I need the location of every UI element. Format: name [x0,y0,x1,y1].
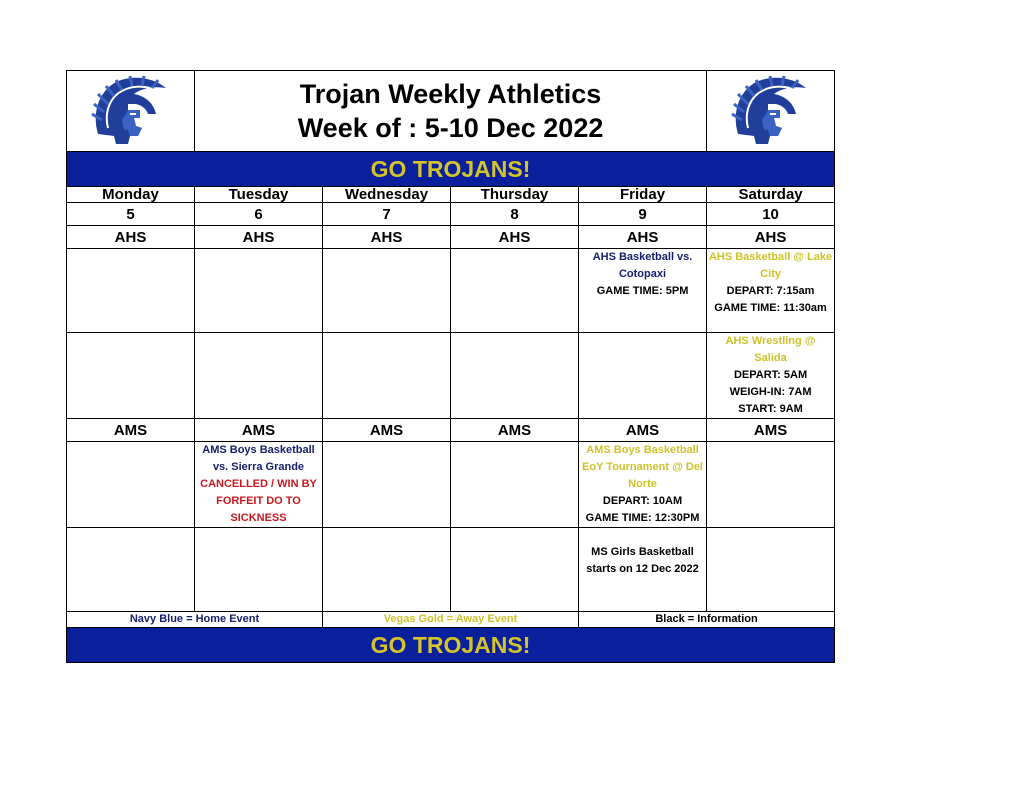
ahs-saturday-event-1 [707,249,835,333]
ams-label: AMS [195,419,323,442]
ams-thursday-event-2 [451,528,579,612]
ams-label: AMS [67,419,195,442]
ams-saturday-event-2 [707,528,835,612]
event-location: Norte [628,478,657,490]
event-depart: DEPART: 10AM [602,495,683,507]
event-time: GAME TIME: 12:30PM [585,512,700,524]
event-depart: DEPART: 5AM [733,369,808,381]
logo-left-cell [67,71,195,152]
event-title: AHS Basketball @ Lake [708,251,833,263]
event-location: Salida [754,352,787,364]
trojan-helmet-icon [88,74,174,148]
day-number-tuesday: 6 [195,203,323,226]
ahs-label: AHS [195,226,323,249]
ams-monday-event-1 [67,442,195,528]
event-title: EoY Tournament @ Del [582,461,703,473]
event-info: MS Girls Basketball [591,546,694,558]
day-name-thursday: Thursday [451,187,579,203]
ams-label: AMS [323,419,451,442]
day-name-wednesday: Wednesday [323,187,451,203]
ahs-wednesday-event-1 [323,249,451,333]
ahs-friday-event-1 [579,249,707,333]
event-title: AMS Boys Basketball [202,444,315,456]
event-opponent: Cotopaxi [618,268,667,280]
ams-label: AMS [451,419,579,442]
schedule-table [66,70,835,663]
day-number-wednesday: 7 [323,203,451,226]
day-number-monday: 5 [67,203,195,226]
event-title: AHS Basketball vs. [592,251,693,263]
event-info: starts on 12 Dec 2022 [586,563,699,575]
trojan-helmet-icon [728,74,814,148]
ahs-wednesday-event-2 [323,333,451,419]
event-location: City [760,268,781,280]
legend-home: Navy Blue = Home Event [67,612,323,628]
day-name-monday: Monday [67,187,195,203]
event-status: CANCELLED / WIN BY [200,478,317,490]
day-name-tuesday: Tuesday [195,187,323,203]
week-subtitle: Week of : 5-10 Dec 2022 [297,113,604,143]
ahs-thursday-event-2 [451,333,579,419]
ams-tuesday-event-2 [195,528,323,612]
banner-bottom: GO TROJANS! [67,628,835,663]
logo-right-cell [707,71,835,152]
day-name-saturday: Saturday [707,187,835,203]
ams-tuesday-event-1 [195,442,323,528]
ams-wednesday-event-2 [323,528,451,612]
ahs-friday-event-2 [579,333,707,419]
ahs-label: AHS [707,226,835,249]
event-weigh-in: WEIGH-IN: 7AM [729,386,812,398]
schedule-sheet [66,70,834,663]
event-status: SICKNESS [230,512,287,524]
ams-thursday-event-1 [451,442,579,528]
ams-saturday-event-1 [707,442,835,528]
ams-monday-event-2 [67,528,195,612]
event-title: AMS Boys Basketball [586,444,699,456]
ahs-thursday-event-1 [451,249,579,333]
ahs-saturday-event-2 [707,333,835,419]
event-status: FORFEIT DO TO [216,495,301,507]
event-title: AHS Wrestling @ [725,335,816,347]
day-number-thursday: 8 [451,203,579,226]
title-cell [195,71,707,152]
page-title: Trojan Weekly Athletics [299,79,602,109]
event-time: GAME TIME: 5PM [596,285,689,297]
ams-friday-event-2 [579,528,707,612]
event-time: GAME TIME: 11:30am [714,302,827,314]
ams-friday-event-1 [579,442,707,528]
day-name-friday: Friday [579,187,707,203]
ahs-label: AHS [323,226,451,249]
event-start: START: 9AM [738,403,803,415]
event-depart: DEPART: 7:15am [726,285,815,297]
banner-top: GO TROJANS! [67,152,835,187]
ahs-monday-event-2 [67,333,195,419]
ahs-label: AHS [67,226,195,249]
legend-away: Vegas Gold = Away Event [323,612,579,628]
ams-label: AMS [707,419,835,442]
ams-label: AMS [579,419,707,442]
day-number-saturday: 10 [707,203,835,226]
ahs-tuesday-event-2 [195,333,323,419]
legend-info: Black = Information [579,612,835,628]
ahs-tuesday-event-1 [195,249,323,333]
ahs-label: AHS [451,226,579,249]
day-number-friday: 9 [579,203,707,226]
ahs-monday-event-1 [67,249,195,333]
ahs-label: AHS [579,226,707,249]
event-opponent: vs. Sierra Grande [212,461,305,473]
ams-wednesday-event-1 [323,442,451,528]
